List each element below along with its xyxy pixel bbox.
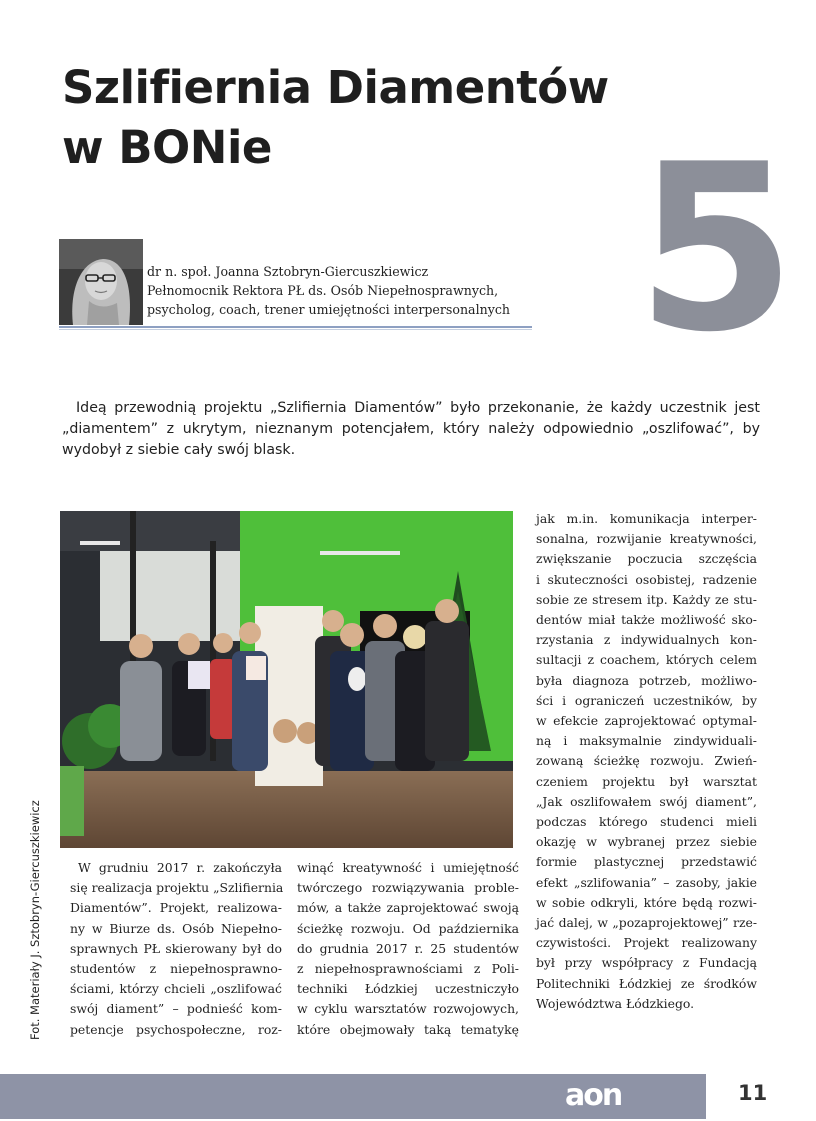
text-line: W grudniu 2017 r. zakończyła: [78, 860, 282, 875]
text-line: czeniem projektu był warsztat: [536, 773, 757, 789]
text-line: zwiększanie poczucia szczęścia: [536, 551, 757, 567]
author-photo: [59, 239, 143, 325]
group-photo: [60, 511, 513, 848]
text-column-2: [297, 858, 519, 1040]
text-line: winąć kreatywność i umiejętność: [297, 860, 519, 875]
text-line: Województwa Łódzkiego.: [536, 995, 695, 1011]
title-line-1: Szlifiernia Diamentów: [62, 61, 609, 114]
text-line: w sobie odkryli, które będą rozwi-: [536, 894, 757, 910]
text-line: podczas którego studenci mieli: [536, 814, 757, 830]
lead-paragraph: Ideą przewodnią projektu „Szlifiernia Diamentów” było przekonanie, że każdy uczestnik jest „diamentem” z ukrytym, nieznanym potencjałem, który należy odpowiednio „oszlifować”, by wydobył z siebie cały swój blask.: [62, 400, 760, 458]
text-line: jać dalej, w „pozaprojektowej” rze-: [536, 915, 757, 931]
text-column-1: [70, 858, 284, 1040]
text-line: zowaną ścieżkę rozwoju. Zwień-: [536, 753, 757, 769]
text-line: sonalna, rozwijanie kreatywności,: [536, 531, 757, 547]
author-divider: [59, 326, 532, 328]
text-line: okazję w wybranej przez siebie: [536, 834, 757, 850]
text-line: ścieżkę rozwoju. Od października: [297, 920, 519, 936]
text-line: studentów z niepełnosprawno-: [70, 961, 282, 977]
text-line: techniki Łódzkiej uczestniczyło: [297, 981, 519, 997]
photo-credit: Fot. Materiały J. Sztobryn-Giercuszkiewicz: [28, 800, 42, 1040]
text-line: swój diament” – podnieść kom-: [70, 1001, 282, 1017]
text-line: sultacji z coachem, których celem: [536, 652, 757, 668]
text-line: w cyklu warsztatów rozwojowych,: [297, 1001, 519, 1017]
page-number: 11: [738, 1081, 768, 1105]
text-line: się realizacja projektu „Szlifiernia: [70, 880, 284, 896]
text-line: sprawnych PŁ skierowany był do: [70, 940, 282, 956]
article-number: 5: [636, 116, 797, 383]
text-line: petencje psychospołeczne, roz-: [70, 1021, 282, 1037]
author-role: Pełnomocnik Rektora PŁ ds. Osób Niepełnosprawnych,: [147, 283, 499, 298]
text-line: Diamentów”. Projekt, realizowa-: [70, 900, 282, 916]
text-line: które obejmowały taką tematykę: [297, 1021, 519, 1037]
text-line: ściami, którzy chcieli „oszlifować: [70, 981, 282, 997]
author-name: dr n. społ. Joanna Sztobryn-Giercuszkiewicz: [147, 264, 429, 279]
text-line: sobie ze stresem itp. Każdy ze stu-: [536, 591, 757, 607]
text-line: ny w Biurze ds. Osób Niepełno-: [70, 920, 282, 936]
text-line: formie plastycznej przedstawić: [536, 854, 757, 870]
text-line: mów, a także zaprojektować swoją: [297, 900, 519, 916]
text-line: była diagnoza potrzeb, możliwo-: [536, 672, 757, 688]
text-line: do grudnia 2017 r. 25 studentów: [297, 940, 519, 956]
title-line-2: w BONie: [62, 121, 272, 174]
article-title: [62, 58, 609, 178]
text-line: efekt „szlifowania” – zasoby, jakie: [536, 874, 757, 890]
text-line: „Jak oszlifowałem swój diament”,: [536, 793, 757, 809]
author-info: [147, 262, 510, 319]
text-line: dentów miał także możliwość sko-: [536, 612, 757, 628]
magazine-logo: aon: [565, 1078, 622, 1113]
text-line: ści i ograniczeń uczestników, by: [536, 692, 757, 708]
text-line: rzystania z indywidualnych kon-: [536, 632, 757, 648]
text-line: twórczego rozwiązywania proble-: [297, 880, 519, 896]
text-line: czywistości. Projekt realizowany: [536, 935, 757, 951]
text-line: ną i maksymalnie zindywiduali-: [536, 733, 757, 749]
text-column-3: [536, 509, 757, 1014]
text-line: Politechniki Łódzkiej ze środków: [536, 975, 757, 991]
text-line: z niepełnosprawnościami z Poli-: [297, 961, 519, 977]
text-line: w efekcie zaprojektować optymal-: [536, 713, 757, 729]
text-line: był przy współpracy z Fundacją: [536, 955, 757, 971]
text-line: i skuteczności osobistej, radzenie: [536, 571, 757, 587]
text-line: jak m.in. komunikacja interper-: [536, 511, 757, 526]
author-profession: psycholog, coach, trener umiejętności interpersonalnych: [147, 302, 510, 317]
author-divider-thin: [59, 329, 532, 330]
